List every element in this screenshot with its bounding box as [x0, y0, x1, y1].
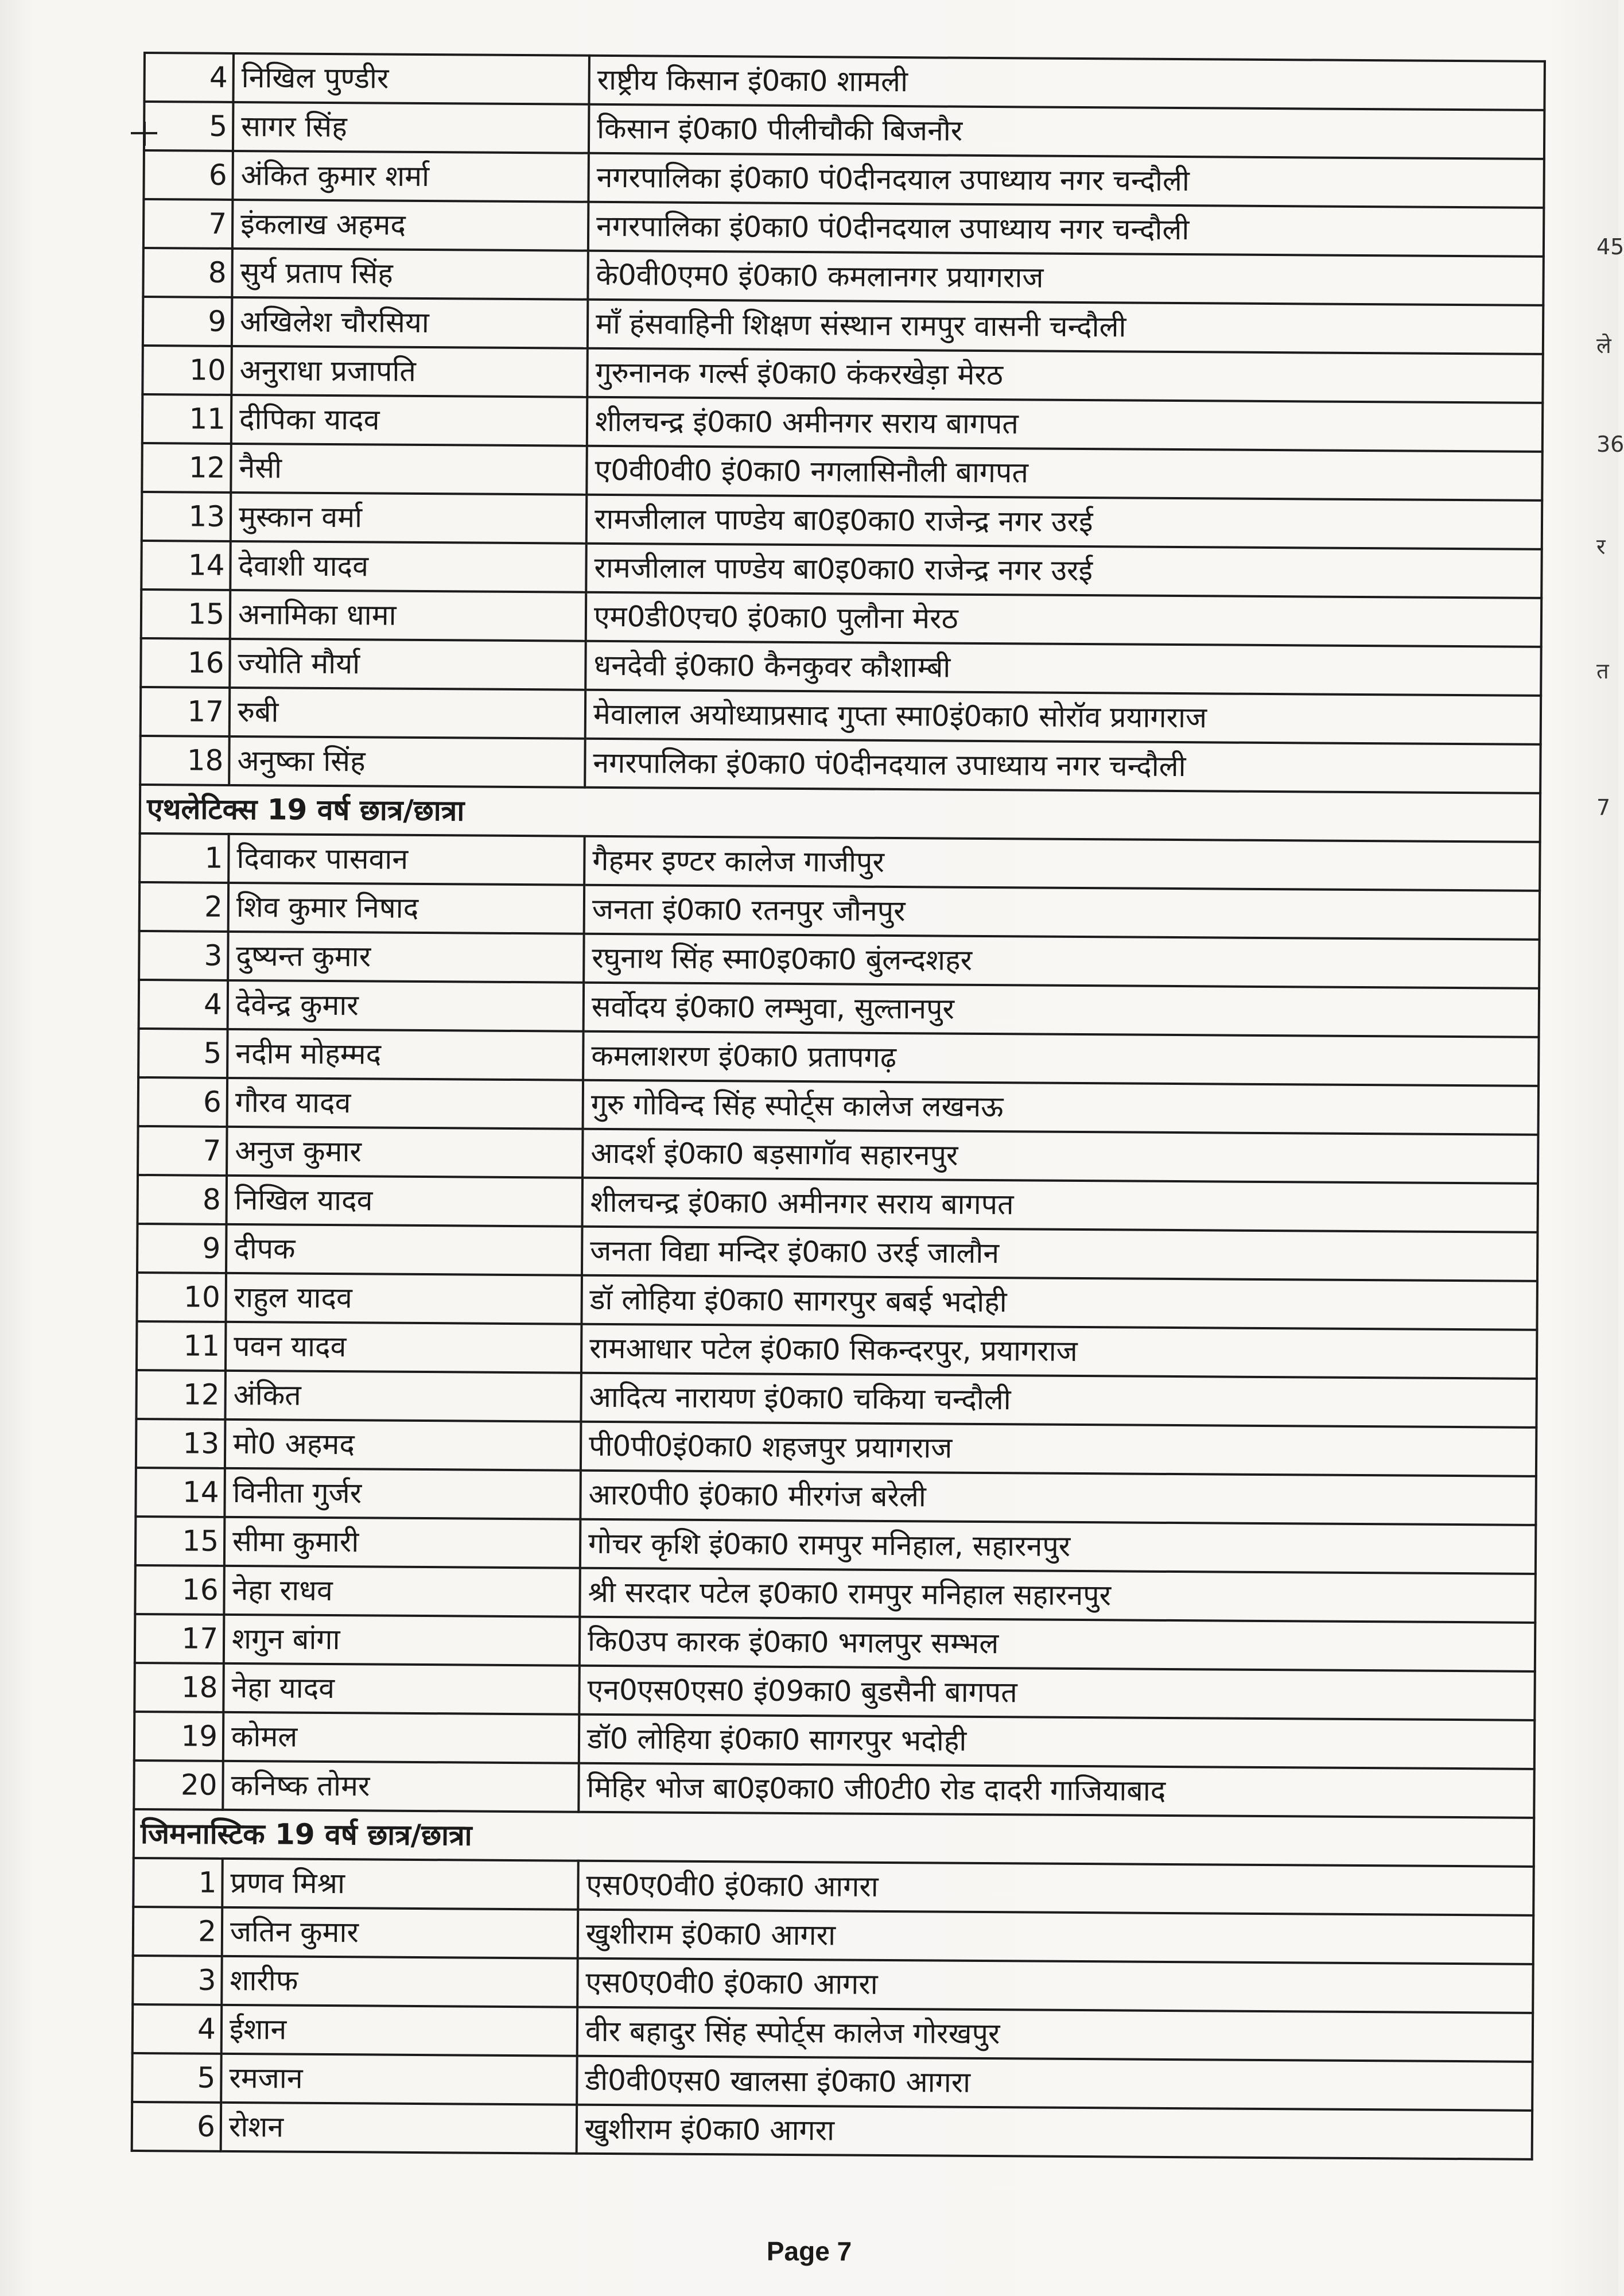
serial-number-cell: 6 — [138, 1077, 228, 1127]
serial-number-cell: 4 — [133, 2004, 222, 2054]
serial-number-cell: 12 — [136, 1370, 226, 1420]
participant-table-body — [132, 53, 1545, 2159]
student-name-cell: अंकित — [225, 1371, 581, 1422]
table-row — [136, 1370, 1536, 1428]
serial-number-cell: 14 — [135, 1468, 225, 1517]
serial-number-cell: 19 — [134, 1712, 224, 1761]
serial-number-cell: 5 — [144, 102, 234, 151]
table-row — [143, 248, 1543, 305]
student-name-cell: निखिल पुण्डीर — [233, 53, 589, 104]
table-row — [144, 53, 1544, 110]
table-row — [132, 2053, 1532, 2111]
school-name-cell: जनता इं0का0 रतनपुर जौनपुर — [584, 885, 1540, 940]
serial-number-cell: 5 — [138, 1029, 228, 1078]
school-name-cell: शीलचन्द्र इं0का0 अमीनगर सराय बागपत — [587, 397, 1543, 452]
serial-number-cell: 9 — [143, 297, 232, 346]
table-row — [144, 102, 1544, 159]
serial-number-cell: 11 — [142, 394, 232, 444]
student-name-cell: जतिन कुमार — [222, 1907, 578, 1958]
student-name-cell: रुबी — [230, 688, 586, 739]
school-name-cell: एस0ए0वी0 इं0का0 आगरा — [578, 1861, 1533, 1915]
student-name-cell: विनीता गुर्जर — [224, 1468, 581, 1519]
margin-fragment: 36 — [1596, 432, 1624, 457]
serial-number-cell: 13 — [142, 492, 231, 541]
serial-number-cell: 1 — [139, 833, 229, 883]
table-row — [134, 1760, 1534, 1818]
student-name-cell: रोशन — [221, 2103, 577, 2154]
table-row — [137, 1273, 1537, 1330]
school-name-cell: रामआधार पटेल इं0का0 सिकन्दरपुर, प्रयागराज — [581, 1324, 1537, 1379]
serial-number-cell: 15 — [141, 589, 231, 639]
student-name-cell: सागर सिंह — [233, 102, 589, 153]
table-row — [135, 1468, 1536, 1525]
table-row — [134, 1712, 1534, 1769]
student-name-cell: शिव कुमार निषाद — [228, 883, 585, 934]
margin-fragment: 7 — [1596, 795, 1611, 820]
section-heading-row — [134, 1809, 1534, 1867]
serial-number-cell: 11 — [137, 1321, 226, 1371]
section-heading-row — [140, 785, 1540, 842]
serial-number-cell: 3 — [133, 1956, 222, 2005]
margin-fragment: त — [1596, 658, 1609, 684]
table-row — [139, 833, 1540, 891]
school-name-cell: एम0डी0एच0 इं0का0 पुलौना मेरठ — [586, 592, 1541, 647]
table-row — [142, 492, 1542, 549]
table-row — [141, 638, 1541, 696]
student-name-cell: नेहा राधव — [224, 1566, 580, 1617]
serial-number-cell: 1 — [133, 1858, 223, 1907]
student-name-cell: कोमल — [223, 1712, 580, 1763]
serial-number-cell: 14 — [141, 541, 231, 590]
table-row — [142, 443, 1542, 501]
table-row — [143, 150, 1544, 208]
school-name-cell: धनदेवी इं0का0 कैनकुवर कौशाम्बी — [585, 641, 1541, 696]
student-name-cell: सुर्य प्रताप सिंह — [232, 249, 588, 300]
serial-number-cell: 17 — [135, 1614, 224, 1663]
student-name-cell: इंकलाख अहमद — [232, 200, 589, 251]
student-name-cell: अंकित कुमार शर्मा — [232, 151, 589, 202]
table-row — [142, 346, 1543, 403]
serial-number-cell: 2 — [133, 1907, 223, 1956]
serial-number-cell: 2 — [139, 882, 229, 932]
participant-table — [131, 52, 1546, 2161]
serial-number-cell: 16 — [141, 638, 230, 688]
school-name-cell: आदर्श इं0का0 बड़सागॉव सहारनपुर — [582, 1129, 1538, 1184]
table-row — [139, 980, 1539, 1037]
student-name-cell: नदीम मोहम्मद — [227, 1029, 584, 1080]
serial-number-cell: 4 — [144, 53, 234, 102]
serial-number-cell: 18 — [140, 736, 230, 785]
serial-number-cell: 4 — [139, 980, 228, 1029]
student-name-cell: गौरव यादव — [227, 1078, 584, 1129]
table-row — [141, 589, 1541, 647]
student-name-cell: निखिल यादव — [227, 1176, 583, 1227]
serial-number-cell: 17 — [141, 687, 230, 736]
school-name-cell: श्री सरदार पटेल इ0का0 रामपुर मनिहाल सहारनपुर — [580, 1568, 1535, 1623]
school-name-cell: एन0एस0एस0 इं09का0 बुडसैनी बागपत — [579, 1666, 1534, 1720]
student-name-cell: प्रणव मिश्रा — [222, 1859, 578, 1910]
table-row — [139, 882, 1540, 940]
table-row — [141, 687, 1541, 744]
school-name-cell: नगरपालिका इं0का0 पं0दीनदयाल उपाध्याय नगर चन्दौली — [585, 739, 1540, 793]
serial-number-cell: 5 — [132, 2053, 222, 2103]
school-name-cell: पी0पी0इं0का0 शहजपुर प्रयागराज — [581, 1422, 1536, 1476]
table-row — [135, 1565, 1535, 1623]
school-name-cell: डी0वी0एस0 खालसा इं0का0 आगरा — [577, 2056, 1532, 2111]
school-name-cell: गुरुनानक गर्ल्स इं0का0 कंकरखेड़ा मेरठ — [587, 348, 1543, 403]
school-name-cell: कि0उप कारक इं0का0 भगलपुर सम्भल — [580, 1617, 1535, 1671]
serial-number-cell: 9 — [137, 1224, 227, 1273]
school-name-cell: मिहिर भोज बा0इ0का0 जी0टी0 रोड दादरी गाजियाबाद — [578, 1763, 1534, 1818]
serial-number-cell: 8 — [143, 248, 232, 297]
student-name-cell: अखिलेश चौरसिया — [232, 297, 588, 348]
school-name-cell: रामजीलाल पाण्डेय बा0इ0का0 राजेन्द्र नगर उरई — [586, 544, 1541, 598]
school-name-cell: खुशीराम इं0का0 आगरा — [578, 1910, 1533, 1964]
student-name-cell: शगुन बांगा — [224, 1615, 580, 1666]
student-name-cell: सीमा कुमारी — [224, 1517, 581, 1568]
school-name-cell: खुशीराम इं0का0 आगरा — [577, 2105, 1532, 2159]
student-name-cell: दीपक — [226, 1224, 582, 1275]
student-name-cell: रमजान — [221, 2054, 577, 2105]
serial-number-cell: 15 — [135, 1517, 225, 1566]
table-row — [141, 541, 1541, 598]
school-name-cell: कमलाशरण इं0का0 प्रतापगढ़ — [583, 1031, 1538, 1086]
school-name-cell: मेवालाल अयोध्याप्रसाद गुप्ता स्मा0इं0का0 सोरॉव प्रयागराज — [585, 690, 1541, 744]
margin-fragment: ले — [1596, 333, 1611, 358]
table-row — [140, 736, 1540, 793]
student-name-cell: दीपिका यादव — [231, 395, 588, 446]
serial-number-cell: 10 — [142, 346, 232, 395]
school-name-cell: शीलचन्द्र इं0का0 अमीनगर सराय बागपत — [582, 1178, 1538, 1232]
school-name-cell: ए0वी0वी0 इं0का0 नगलासिनौली बागपत — [586, 446, 1542, 501]
table-row — [135, 1517, 1536, 1574]
school-name-cell: नगरपालिका इं0का0 पं0दीनदयाल उपाध्याय नगर चन्दौली — [588, 153, 1544, 208]
school-name-cell: माँ हंसवाहिनी शिक्षण संस्थान रामपुर वासनी चन्दौली — [588, 300, 1543, 354]
school-name-cell: जनता विद्या मन्दिर इं0का0 उरई जालौन — [582, 1227, 1537, 1281]
table-row — [136, 1419, 1536, 1476]
student-name-cell: नैसी — [231, 444, 587, 495]
table-row — [138, 1126, 1538, 1184]
serial-number-cell: 7 — [143, 199, 233, 249]
school-name-cell: गैहमर इण्टर कालेज गाजीपुर — [584, 836, 1540, 891]
student-name-cell: देवाशी यादव — [230, 541, 586, 592]
serial-number-cell: 6 — [132, 2102, 222, 2151]
margin-fragment: र — [1596, 534, 1606, 559]
table-row — [143, 297, 1543, 354]
school-name-cell: रामजीलाल पाण्डेय बा0इ0का0 राजेन्द्र नगर उरई — [586, 495, 1542, 549]
table-row — [133, 1956, 1533, 2013]
table-row — [139, 931, 1539, 988]
section-heading: जिमनास्टिक 19 वर्ष छात्र/छात्रा — [134, 1809, 1534, 1867]
student-name-cell: मुस्कान वर्मा — [231, 492, 587, 544]
serial-number-cell: 8 — [138, 1175, 227, 1224]
school-name-cell: डॉ लोहिया इं0का0 सागरपुर बबई भदोही — [581, 1275, 1537, 1330]
table-row — [133, 1858, 1533, 1915]
serial-number-cell: 20 — [134, 1760, 223, 1810]
table-row — [132, 2102, 1532, 2159]
student-name-cell: शारीफ — [222, 1956, 578, 2007]
serial-number-cell: 18 — [134, 1663, 224, 1712]
serial-number-cell: 12 — [142, 443, 231, 492]
table-row — [138, 1029, 1538, 1086]
table-row — [138, 1077, 1538, 1135]
student-name-cell: देवेन्द्र कुमार — [228, 980, 584, 1031]
table-row — [142, 394, 1543, 452]
serial-number-cell: 6 — [143, 150, 233, 200]
student-name-cell: मो0 अहमद — [225, 1420, 581, 1471]
table-row — [135, 1614, 1535, 1671]
serial-number-cell: 13 — [136, 1419, 226, 1468]
section-heading: एथलेटिक्स 19 वर्ष छात्र/छात्रा — [140, 785, 1540, 842]
table-row — [138, 1175, 1538, 1232]
school-name-cell: के0वी0एम0 इं0का0 कमलानगर प्रयागराज — [588, 251, 1543, 305]
school-name-cell: आदित्य नारायण इं0का0 चकिया चन्दौली — [581, 1373, 1536, 1428]
serial-number-cell: 10 — [137, 1273, 226, 1322]
page-number: Page 7 — [766, 2236, 852, 2266]
school-name-cell: डॉ0 लोहिया इं0का0 सागरपुर भदोही — [579, 1715, 1534, 1769]
student-name-cell: राहुल यादव — [226, 1273, 582, 1324]
table-row — [137, 1321, 1537, 1379]
school-name-cell: आर0पी0 इं0का0 मीरगंज बरेली — [580, 1471, 1536, 1525]
student-name-cell: ईशान — [222, 2005, 578, 2056]
student-name-cell: दिवाकर पासवान — [228, 834, 585, 885]
table-row — [143, 199, 1544, 257]
school-name-cell: सर्वोदय इं0का0 लम्भुवा, सुल्तानपुर — [584, 983, 1539, 1037]
school-name-cell: नगरपालिका इं0का0 पं0दीनदयाल उपाध्याय नगर चन्दौली — [588, 202, 1544, 257]
serial-number-cell: 16 — [135, 1565, 224, 1615]
serial-number-cell: 7 — [138, 1126, 227, 1176]
student-name-cell: अनुज कुमार — [227, 1127, 583, 1178]
student-name-cell: अनुराधा प्रजापति — [231, 346, 588, 397]
school-name-cell: वीर बहादुर सिंह स्पोर्ट्स कालेज गोरखपुर — [577, 2007, 1533, 2062]
school-name-cell: गोचर कृशि इं0का0 रामपुर मनिहाल, सहारनपुर — [580, 1519, 1536, 1574]
student-name-cell: नेहा यादव — [223, 1663, 580, 1715]
serial-number-cell: 3 — [139, 931, 228, 980]
table-row — [133, 1907, 1533, 1964]
student-name-cell: कनिष्क तोमर — [223, 1761, 579, 1812]
school-name-cell: किसान इं0का0 पीलीचौकी बिजनौर — [589, 104, 1544, 159]
table-row — [137, 1224, 1537, 1281]
student-name-cell: ज्योति मौर्या — [230, 639, 586, 690]
school-name-cell: राष्ट्रीय किसान इं0का0 शामली — [589, 56, 1544, 110]
student-name-cell: पवन यादव — [226, 1322, 582, 1373]
margin-fragment: 45 — [1596, 234, 1624, 259]
student-name-cell: दुष्यन्त कुमार — [228, 932, 584, 983]
student-name-cell: अनुष्का सिंह — [229, 736, 585, 788]
table-row — [133, 2004, 1533, 2062]
school-name-cell: एस0ए0वी0 इं0का0 आगरा — [577, 1958, 1533, 2013]
student-name-cell: अनामिका धामा — [230, 590, 586, 641]
school-name-cell: गुरु गोविन्द सिंह स्पोर्ट्स कालेज लखनऊ — [583, 1080, 1538, 1135]
school-name-cell: रघुनाथ सिंह स्मा0इ0का0 बुंलन्दशहर — [584, 934, 1539, 988]
table-row — [134, 1663, 1534, 1720]
